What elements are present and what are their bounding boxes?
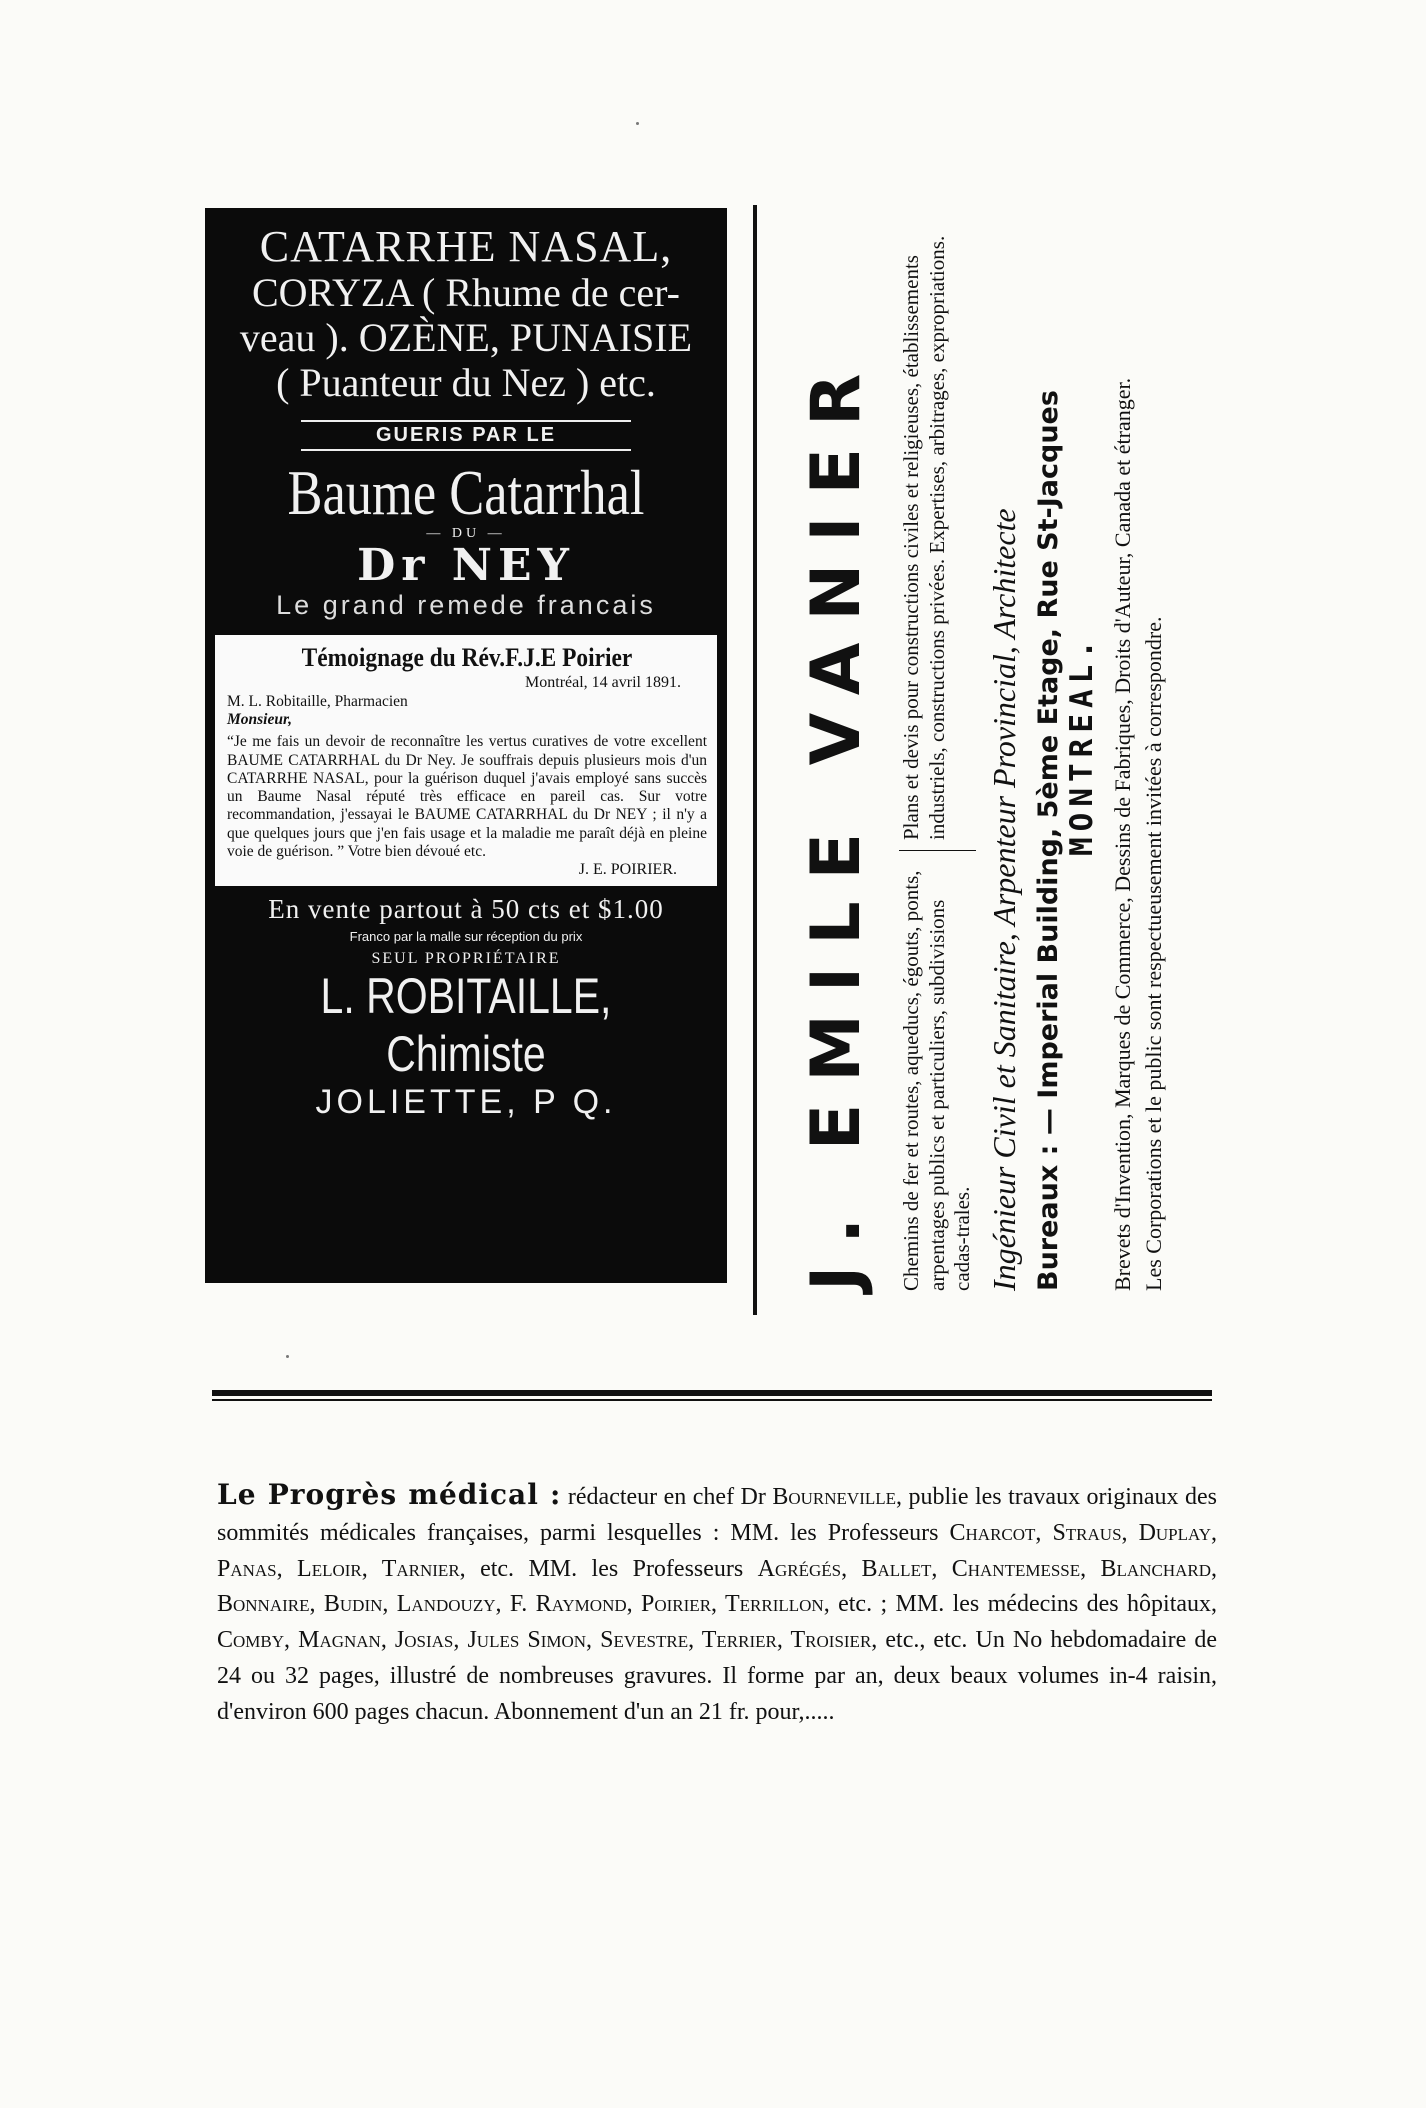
remedy-tagline: Le grand remede francais — [276, 590, 656, 621]
physicians-list: Comby, Magnan, Josias, Jules Simon, Sevestre, Terrier, Troisier, — [217, 1627, 878, 1653]
vanier-name: J. EMILE VANIER — [797, 351, 876, 1291]
professors-list: Charcot, Straus, Duplay, Panas, Leloir, Tarnier, — [217, 1519, 1218, 1582]
cured-by-banner: GUERIS PAR LE — [301, 420, 631, 451]
office-address: Bureaux : — Imperial Building, 5ème Etage, Rue St-Jacques — [1032, 390, 1064, 1291]
owner-name: L. ROBITAILLE, Chimiste — [320, 968, 612, 1082]
testimonial-title: Témoignage du Rév.F.J.E Poirier — [301, 643, 633, 673]
testimonial-addressee: M. L. Robitaille, Pharmacien — [227, 692, 408, 710]
ad-headline: ( Puanteur du Nez ) etc. — [276, 359, 656, 405]
notice-text: etc., etc. Un No hebdomadaire de 24 ou 32 pages, illustré de nombreuses gravures. Il forme par an, deux beaux volumes in-4 raisin, d'environ 600 pages chacun. Abonnement d'un an 21 fr. pour,..... — [217, 1627, 1217, 1725]
notice-text: etc. MM. les Professeurs — [480, 1555, 744, 1582]
services-construction: Plans et devis pour constructions civiles et religieuses, établissements industriels, constructions privées. Expertises, arbitrages, expropriations. — [899, 235, 949, 840]
franco-line: Franco par la malle sur réception du prix — [349, 929, 583, 945]
doctor-name: Dr NEY — [357, 539, 575, 591]
vanier-advertisement — [791, 175, 1166, 1315]
services-civil: Chemins de fer et routes, aqueducs, égouts, ponts, arpentages publics et particuliers, subdivisions cadas-trales. — [899, 850, 976, 1291]
services-columns — [899, 199, 976, 1291]
section-rule-thin — [212, 1399, 1212, 1401]
ad-headline: veau ). OZÈNE, PUNAISIE — [239, 315, 693, 361]
notice-text: rédacteur en chef Dr — [567, 1484, 766, 1510]
progres-medical-notice — [217, 1474, 1217, 1730]
notice-text: etc. ; MM. les médecins des hôpitaux, — [838, 1591, 1218, 1618]
corporations-line: Les Corporations et le public sont respectueusement invitées à correspondre. — [1140, 616, 1166, 1291]
owner-city: JOLIETTE, P Q. — [315, 1083, 617, 1122]
testimonial-body: “Je me fais un devoir de reconnaître les vertus curatives de votre excellent BAUME CATARRHAL du Dr Ney. Je souffrais depuis plusieurs mois d'un CATARRHE NASAL, pour la guérison duquel j'avais employé sans succès un Baume Nasal réputé très efficace en pareil cas. Sur votre recommandation, j'essayai le BAUME CATARRHAL du Dr NEY ; il n'y a que quelques jours que j'en fais usage et la maladie me paraît déjà en pleine voie de guérison. ” Votre bien dévoué etc. — [227, 733, 707, 861]
testimonial-box — [215, 635, 717, 886]
patents-line: Brevets d'Invention, Marques de Commerce, Dessins de Fabriques, Droits d'Auteur, Canada et étranger. — [1109, 377, 1135, 1291]
testimonial-salutation: Monsieur, — [227, 711, 293, 729]
testimonial-date: Montréal, 14 avril 1891. — [525, 673, 681, 691]
section-rule — [212, 1390, 1212, 1396]
owner-label: SEUL PROPRIÉTAIRE — [371, 950, 561, 968]
testimonial-signature: J. E. POIRIER. — [578, 861, 677, 879]
journal-title: Le Progrès médical : — [217, 1478, 562, 1511]
product-name: Baume Catarrhal — [287, 456, 645, 528]
catarrh-advertisement — [205, 208, 727, 1283]
editor-name: Bourneville, — [772, 1484, 903, 1510]
column-divider — [753, 205, 757, 1315]
engineer-title: Ingénieur Civil et Sanitaire, Arpenteur Provincial, Architecte — [985, 508, 1022, 1291]
ad-headline: CATARRHE NASAL, — [259, 222, 673, 271]
speck — [286, 1355, 289, 1358]
product-du: — DU — — [426, 525, 506, 541]
notice-text: publie les travaux originaux des sommités médicales françaises, parmi lesquelles : MM. les Professeurs — [217, 1484, 1218, 1546]
speck — [636, 122, 639, 125]
ad-headline: CORYZA ( Rhume de cer- — [251, 270, 680, 316]
associate-professors-list: Agrégés, Ballet, Chantemesse, Blanchard, Bonnaire, Budin, Landouzy, F. Raymond, Poirier, Terrillon, — [217, 1555, 1217, 1618]
price-line: En vente partout à 50 cts et $1.00 — [268, 894, 664, 925]
office-city: MONTREAL. — [1063, 634, 1100, 856]
